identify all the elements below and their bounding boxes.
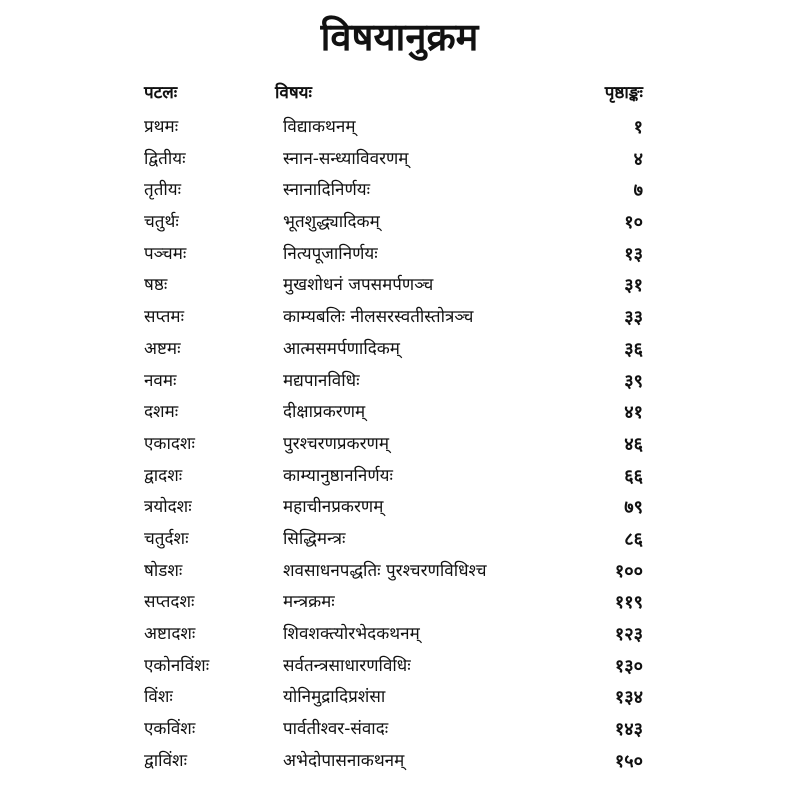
table-row [0,746,799,778]
chapter-cell: चतुर्थः [144,212,179,233]
page-number-cell: ६६ [624,465,643,487]
header-chapter: पटलः [144,83,178,103]
subject-cell: पार्वतीश्वर-संवादः [283,719,389,740]
subject-cell: सर्वतन्त्रसाधारणविधिः [283,655,411,676]
page-number-cell: १३४ [614,687,643,709]
table-row [0,239,799,271]
page-number-cell: १० [624,212,643,234]
subject-cell: भूतशुद्ध्यादिकम् [283,212,380,233]
subject-cell: मद्यपानविधिः [283,370,360,391]
chapter-cell: एकविंशः [144,719,196,740]
subject-cell: पुरश्चरणप्रकरणम् [283,433,390,454]
chapter-cell: द्वाविंशः [144,750,188,771]
table-row [0,524,799,556]
chapter-cell: एकादशः [144,433,195,454]
table-row [0,429,799,461]
page-number-cell: ७९ [624,497,643,519]
page-number-cell: १३० [614,655,643,677]
table-row [0,334,799,366]
table-header [0,80,799,106]
subject-cell: मन्त्रक्रमः [283,592,335,613]
table-row [0,492,799,524]
chapter-cell: एकोनविंशः [144,655,210,676]
subject-cell: दीक्षाप्रकरणम् [283,402,366,423]
table-row [0,714,799,746]
subject-cell: सिद्धिमन्त्रः [283,528,346,549]
table-row [0,619,799,651]
table-row [0,302,799,334]
subject-cell: नित्यपूजानिर्णयः [283,243,378,264]
page-number-cell: ३३ [624,307,643,329]
page-number-cell: ४ [633,148,643,170]
chapter-cell: तृतीयः [144,180,182,201]
page-number-cell: १३ [624,243,643,265]
chapter-cell: षोडशः [144,560,183,581]
table-row [0,366,799,398]
subject-cell: स्नान-सन्ध्याविवरणम् [283,148,409,169]
page-number-cell: १४३ [614,719,643,741]
page-number-cell: ४६ [624,433,643,455]
subject-cell: काम्यबलिः नीलसरस्वतीस्तोत्रञ्च [283,307,474,328]
table-row [0,175,799,207]
chapter-cell: द्वितीयः [144,148,186,169]
page-number-cell: ३६ [624,338,643,360]
subject-cell: महाचीनप्रकरणम् [283,497,384,518]
table-row [0,270,799,302]
chapter-cell: त्रयोदशः [144,497,192,518]
page-number-cell: ३१ [624,275,643,297]
subject-cell: योनिमुद्रादिप्रशंसा [283,687,386,708]
table-row [0,651,799,683]
subject-cell: अभेदोपासनाकथनम् [283,750,405,771]
page-number-cell: ४१ [624,402,643,424]
chapter-cell: सप्तदशः [144,592,195,613]
chapter-cell: अष्टमः [144,338,181,359]
table-row [0,397,799,429]
subject-cell: मुखशोधनं जपसमर्पणञ्च [283,275,434,296]
chapter-cell: प्रथमः [144,117,179,137]
table-row [0,112,799,144]
table-row [0,682,799,714]
subject-cell: काम्यानुष्ठाननिर्णयः [283,465,393,486]
subject-cell: स्नानादिनिर्णयः [283,180,371,201]
table-row [0,144,799,176]
subject-cell: शवसाधनपद्धतिः पुरश्चरणविधिश्च [283,560,487,581]
page-number-cell: ११९ [614,592,643,614]
chapter-cell: अष्टादशः [144,624,196,644]
subject-cell: शिवशक्त्योरभेदकथनम् [283,624,420,644]
chapter-cell: विंशः [144,687,173,708]
chapter-cell: दशमः [144,402,179,423]
chapter-cell: नवमः [144,370,177,391]
page-number-cell: १०० [614,560,643,582]
contents-list [0,112,799,777]
page-number-cell: ३९ [624,370,643,392]
table-row [0,556,799,588]
subject-cell: आत्मसमर्पणादिकम् [283,338,400,359]
chapter-cell: सप्तमः [144,307,185,328]
page-number-cell: ७ [633,180,643,202]
table-row [0,207,799,239]
page-number-cell: १२३ [614,624,643,645]
chapter-cell: चतुर्दशः [144,528,189,549]
page-number-cell: १५० [614,750,643,772]
table-row [0,461,799,493]
header-page: पृष्ठाङ्कः [604,83,643,103]
page-title: विषयानुक्रम [320,15,479,59]
table-row [0,587,799,619]
chapter-cell: द्वादशः [144,465,183,486]
header-subject: विषयः [275,83,312,103]
page-number-cell: ८६ [624,528,643,550]
subject-cell: विद्याकथनम् [283,117,356,137]
chapter-cell: षष्ठः [144,275,168,296]
page-number-cell: १ [633,117,643,138]
chapter-cell: पञ्चमः [144,243,187,264]
